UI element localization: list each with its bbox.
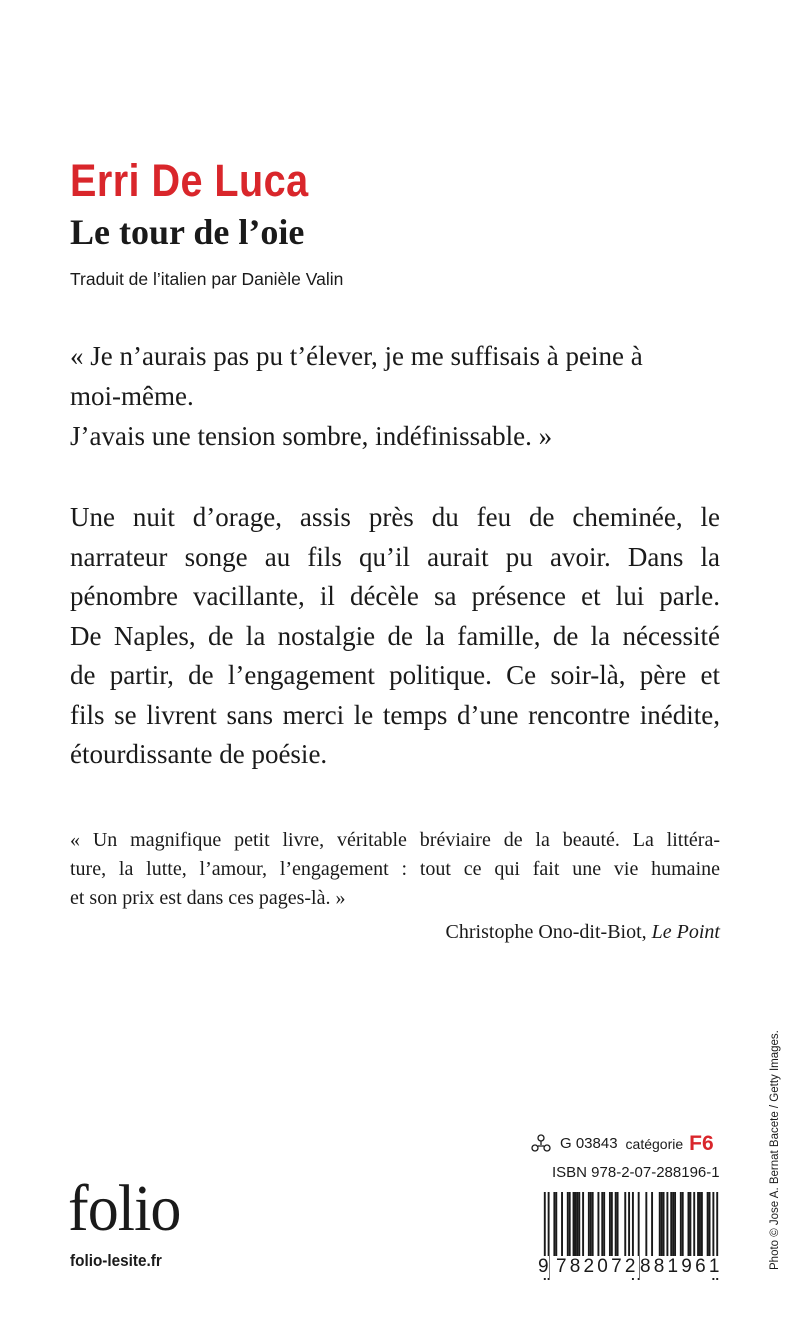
barcode-bar [555,1192,557,1256]
barcode-bar [688,1192,690,1256]
barcode-bar [709,1192,711,1256]
review-line: ture, la lutte, l’amour, l’engagement : tout ce qui fait une vie humaine [70,858,720,880]
barcode-bar [578,1192,580,1256]
summary-paragraph [70,498,720,775]
barcode-bar [680,1192,682,1256]
barcode-bar [672,1192,674,1256]
barcode-bar [588,1192,590,1256]
epigraph-line: moi-même. [70,381,194,411]
summary-line: Une nuit d’orage, assis près du feu de cheminée, le [70,502,720,532]
catalog-code-row [530,1134,714,1154]
barcode-bar [651,1192,653,1256]
translator-credit: Traduit de l’italien par Danièle Valin [70,269,344,289]
barcode-bar [693,1192,695,1256]
barcode-bar [609,1192,611,1256]
isbn-number: ISBN 978-2-07-288196-1 [552,1164,720,1181]
barcode-bar [590,1192,592,1256]
barcode-bar [666,1192,668,1256]
barcode-bar [645,1192,647,1256]
critic-name: Christophe Ono-dit-Biot, [445,921,652,943]
barcode-bar [674,1192,676,1256]
barcode-bar [701,1192,703,1256]
barcode-bar [611,1192,613,1256]
barcode-bar [567,1192,569,1256]
barcode-bar [576,1192,578,1256]
barcode-bar [603,1192,605,1256]
press-review [70,826,720,913]
publisher-website: folio-lesite.fr [70,1251,162,1270]
folio-symbol-icon [530,1134,552,1154]
epigraph-quote [70,336,750,456]
summary-line: narrateur songe au fils qu’il aurait pu avoir. Dans la [70,541,720,572]
review-line: « Un magnifique petit livre, véritable bréviaire de la beauté. La littéra- [70,829,720,851]
barcode-bar [573,1192,575,1256]
epigraph-line: « Je n’aurais pas pu t’élever, je me suffisais à peine à [70,341,643,371]
barcode-bar [601,1192,603,1256]
barcode-bar [569,1192,571,1256]
barcode-bar [682,1192,684,1256]
summary-line: de partir, de l’engagement politique. Ce soir-là, père et [70,660,720,690]
barcode-bar [697,1192,699,1256]
barcode-bar [689,1192,691,1256]
summary-line: fils se livrent sans merci le temps d’une rencontre inédite, [70,699,720,730]
ean-digit-group: 9 [538,1256,549,1277]
review-line: et son prix est dans ces pages-là. » [70,887,346,909]
folio-logo: folio [68,1172,181,1245]
barcode-bar [624,1192,626,1256]
barcode-bar [561,1192,563,1256]
barcode-bar [597,1192,599,1256]
barcode-bar [553,1192,555,1256]
barcode-bar [582,1192,584,1256]
barcode-bar [707,1192,709,1256]
book-title: Le tour de l’oie [70,212,305,252]
barcode-bar [628,1192,630,1256]
ean-digit-group: 782072 [556,1256,639,1277]
publication-name: Le Point [651,921,720,943]
barcode-bar [670,1192,672,1256]
barcode-bar [663,1192,665,1256]
barcode-bar [699,1192,701,1256]
catalog-code: G 03843 [560,1135,618,1152]
summary-line: De Naples, de la nostalgie de la famille, de la nécessité [70,620,720,651]
photo-credit: Photo © Jose A. Bernat Bacete / Getty Images. [769,1030,781,1270]
review-attribution [446,918,720,947]
barcode-bar [659,1192,661,1256]
ean-digit-group: 881961 [640,1256,723,1277]
epigraph-line: J’avais une tension sombre, indéfinissable. » [70,421,553,451]
summary-line: étourdissante de poésie. [70,739,328,769]
barcode-bar [661,1192,663,1256]
summary-line: pénombre vacillante, il décèle sa présence et lui parle. [70,581,720,611]
category-label: catégorie [625,1136,684,1152]
barcode-bar [574,1192,576,1256]
author-name: Erri De Luca [70,155,309,206]
barcode-bar [617,1192,619,1256]
barcode-bar [615,1192,617,1256]
barcode-bar [592,1192,594,1256]
price-category: F6 [689,1132,714,1155]
